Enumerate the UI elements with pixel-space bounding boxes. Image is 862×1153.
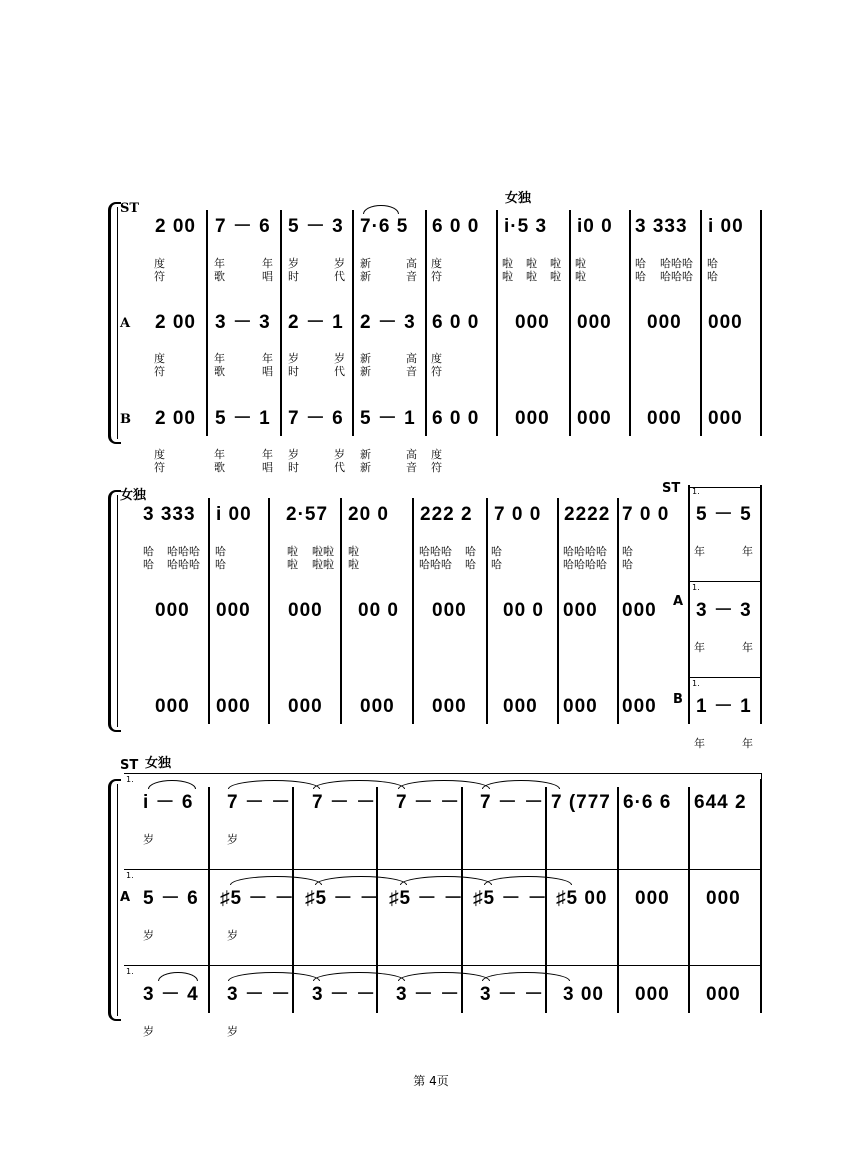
lyric: 岁 — [227, 833, 238, 846]
measure: 000 — [155, 696, 190, 717]
measure: 222 2 — [420, 504, 473, 525]
volta-measure: 5 － 5 — [696, 504, 752, 525]
measure: 000 — [577, 312, 612, 333]
part-label-a: A — [673, 594, 684, 609]
lyric: 度 — [154, 352, 165, 365]
lyric: 岁 — [227, 929, 238, 942]
measure: 6·6 6 — [623, 792, 672, 813]
barline — [629, 210, 631, 436]
system-brace — [108, 787, 111, 1013]
barline — [496, 210, 498, 436]
lyric: 歌 — [214, 270, 225, 283]
lyric: 哈 — [491, 558, 502, 571]
measure: 000 — [708, 312, 743, 333]
lyric: 歌 — [214, 365, 225, 378]
measure: ♯5 00 — [556, 888, 608, 909]
lyric: 高 — [406, 448, 417, 461]
lyric: 新 — [360, 257, 371, 270]
lyric: 哈 — [491, 545, 502, 558]
lyric: 哈 — [622, 545, 633, 558]
system-brace — [108, 210, 111, 436]
measure: 000 — [622, 600, 657, 621]
measure: 000 — [515, 408, 550, 429]
measure: 5 － 3 — [288, 216, 344, 237]
lyric: 啦 — [526, 257, 537, 270]
lyric: 符 — [431, 461, 442, 474]
system-brace — [108, 498, 111, 724]
measure: 6 0 0 — [432, 408, 480, 429]
measure: 2 00 — [155, 216, 196, 237]
lyric: 年 — [694, 737, 705, 750]
measure: ♯5 － － — [305, 888, 380, 909]
tie — [398, 780, 490, 789]
barline — [425, 210, 427, 436]
lyric: 啦 — [348, 545, 359, 558]
tie — [484, 876, 572, 885]
lyric: 年 — [694, 641, 705, 654]
system-start-line — [117, 207, 118, 439]
barline — [340, 498, 342, 724]
measure: ♯5 － － — [389, 888, 464, 909]
solo-label: 女独 — [505, 191, 532, 206]
part-label-a: A — [120, 890, 131, 905]
barline — [688, 485, 690, 724]
lyric: 唱 — [262, 270, 273, 283]
part-label-b: B — [120, 412, 131, 427]
measure: 7 － － — [227, 792, 292, 813]
lyric: 岁 — [334, 448, 345, 461]
measure: 000 — [708, 408, 743, 429]
measure: 000 — [515, 312, 550, 333]
lyric: 哈 — [143, 545, 154, 558]
lyric: 岁 — [334, 257, 345, 270]
lyric: 度 — [154, 257, 165, 270]
lyric: 啦 — [575, 257, 586, 270]
lyric: 年 — [214, 448, 225, 461]
volta-number: 1. — [692, 487, 700, 496]
lyric: 年 — [742, 737, 753, 750]
measure: 3 － － — [396, 984, 461, 1005]
lyric: 哈哈哈哈 — [563, 558, 607, 571]
measure: ♯5 － － — [473, 888, 548, 909]
slur — [363, 205, 399, 214]
lyric: 度 — [431, 257, 442, 270]
lyric: 年 — [262, 257, 273, 270]
lyric: 代 — [334, 270, 345, 283]
volta-divider — [124, 965, 762, 966]
volta-divider — [688, 677, 762, 678]
barline — [352, 210, 354, 436]
measure: 000 — [432, 696, 467, 717]
tie — [230, 876, 322, 885]
measure: 5 － 1 — [360, 408, 416, 429]
volta-number: 1. — [126, 775, 134, 784]
barline — [569, 210, 571, 436]
measure: 7 0 0 — [494, 504, 542, 525]
lyric: 啦 — [575, 270, 586, 283]
measure: i 00 — [708, 216, 744, 237]
lyric: 哈 — [707, 270, 718, 283]
tie — [400, 876, 492, 885]
measure: 5 － 6 — [143, 888, 199, 909]
measure: i － 6 — [143, 792, 194, 813]
lyric: 音 — [406, 270, 417, 283]
lyric: 唱 — [262, 365, 273, 378]
lyric: 年 — [742, 545, 753, 558]
measure: 3 － － — [480, 984, 545, 1005]
measure: 20 0 — [348, 504, 389, 525]
volta-divider — [688, 581, 762, 582]
lyric: 年 — [262, 448, 273, 461]
tie — [482, 780, 560, 789]
lyric: 哈 — [635, 257, 646, 270]
lyric: 时 — [288, 461, 299, 474]
measure: 7·6 5 — [360, 216, 409, 237]
barline — [206, 210, 208, 436]
lyric: 啦啦 — [312, 558, 334, 571]
barline — [700, 210, 702, 436]
measure: 6 0 0 — [432, 216, 480, 237]
lyric: 符 — [431, 365, 442, 378]
barline — [688, 787, 690, 1013]
lyric: 啦 — [550, 270, 561, 283]
lyric: 岁 — [143, 929, 154, 942]
barline — [486, 498, 488, 724]
measure: 000 — [563, 600, 598, 621]
volta-number: 1. — [692, 583, 700, 592]
lyric: 岁 — [227, 1025, 238, 1038]
measure: 2·57 — [286, 504, 329, 525]
lyric: 唱 — [262, 461, 273, 474]
lyric: 啦 — [348, 558, 359, 571]
lyric: 符 — [154, 461, 165, 474]
page-number: 第 4页 — [413, 1074, 449, 1088]
lyric: 歌 — [214, 461, 225, 474]
measure: 7 － － — [312, 792, 377, 813]
solo-label: 女独 — [120, 488, 147, 503]
measure: 000 — [635, 984, 670, 1005]
measure: 644 2 — [694, 792, 747, 813]
lyric: 年 — [214, 352, 225, 365]
measure: 5 － 1 — [215, 408, 271, 429]
measure: 3 00 — [563, 984, 604, 1005]
volta-number: 1. — [692, 679, 700, 688]
measure: 6 0 0 — [432, 312, 480, 333]
lyric: 符 — [154, 270, 165, 283]
lyric: 度 — [431, 352, 442, 365]
measure: 3 － － — [312, 984, 377, 1005]
measure: 00 0 — [358, 600, 399, 621]
lyric: 年 — [694, 545, 705, 558]
lyric: 啦 — [550, 257, 561, 270]
tie — [313, 780, 405, 789]
lyric: 新 — [360, 448, 371, 461]
lyric: 新 — [360, 461, 371, 474]
lyric: 度 — [431, 448, 442, 461]
lyric: 啦 — [526, 270, 537, 283]
lyric: 哈 — [215, 558, 226, 571]
lyric: 啦 — [502, 270, 513, 283]
lyric: 新 — [360, 365, 371, 378]
measure: 000 — [647, 312, 682, 333]
measure: 7 － 6 — [288, 408, 344, 429]
lyric: 哈哈哈 — [167, 558, 200, 571]
measure: 2 － 3 — [360, 312, 416, 333]
part-label-st: ST — [662, 481, 681, 496]
lyric: 哈 — [635, 270, 646, 283]
tie — [315, 876, 407, 885]
lyric: 岁 — [143, 1025, 154, 1038]
tie — [313, 972, 405, 981]
measure: 00 0 — [503, 600, 544, 621]
measure: 7 － 6 — [215, 216, 271, 237]
lyric: 音 — [406, 461, 417, 474]
tie — [398, 972, 490, 981]
lyric: 新 — [360, 352, 371, 365]
lyric: 度 — [154, 448, 165, 461]
lyric: 岁 — [334, 352, 345, 365]
volta-number: 1. — [126, 871, 134, 880]
measure: 3 － 4 — [143, 984, 199, 1005]
lyric: 时 — [288, 365, 299, 378]
lyric: 啦 — [287, 545, 298, 558]
lyric: 哈 — [465, 545, 476, 558]
measure: 000 — [360, 696, 395, 717]
barline — [760, 485, 762, 724]
measure: 000 — [635, 888, 670, 909]
part-label-st: ST — [120, 758, 139, 773]
measure: 000 — [563, 696, 598, 717]
measure: 000 — [288, 696, 323, 717]
lyric: 年 — [214, 257, 225, 270]
measure: 3 － 3 — [215, 312, 271, 333]
measure: 2 00 — [155, 408, 196, 429]
measure: 000 — [622, 696, 657, 717]
lyric: 音 — [406, 365, 417, 378]
lyric: 哈哈哈 — [419, 545, 452, 558]
volta-bracket — [690, 487, 762, 488]
lyric: 符 — [431, 270, 442, 283]
lyric: 符 — [154, 365, 165, 378]
lyric: 哈 — [465, 558, 476, 571]
part-label-a: A — [120, 316, 131, 331]
barline — [760, 779, 762, 1013]
measure: 000 — [577, 408, 612, 429]
measure: 7 － － — [480, 792, 545, 813]
lyric: 岁 — [288, 352, 299, 365]
lyric: 高 — [406, 352, 417, 365]
measure: 000 — [647, 408, 682, 429]
lyric: 哈哈哈 — [660, 257, 693, 270]
lyric: 啦 — [287, 558, 298, 571]
measure: 3 333 — [143, 504, 196, 525]
measure: 7 (777 — [551, 792, 611, 813]
lyric: 代 — [334, 461, 345, 474]
barline — [268, 498, 270, 724]
lyric: 哈 — [215, 545, 226, 558]
part-label-st: ST — [120, 201, 140, 216]
measure: 000 — [706, 984, 741, 1005]
barline — [760, 210, 762, 436]
volta-bracket — [124, 773, 762, 774]
lyric: 年 — [742, 641, 753, 654]
volta-divider — [124, 869, 762, 870]
lyric: 岁 — [288, 448, 299, 461]
measure: 000 — [706, 888, 741, 909]
tie — [228, 780, 320, 789]
lyric: 岁 — [143, 833, 154, 846]
system-start-line — [117, 784, 118, 1016]
lyric: 哈哈哈 — [419, 558, 452, 571]
barline — [280, 210, 282, 436]
measure: ♯5 － － — [220, 888, 295, 909]
measure: i 00 — [216, 504, 252, 525]
solo-label: 女独 — [145, 756, 172, 771]
measure: 000 — [216, 600, 251, 621]
measure: 7 0 0 — [622, 504, 670, 525]
lyric: 啦啦 — [312, 545, 334, 558]
lyric: 新 — [360, 270, 371, 283]
measure: 000 — [216, 696, 251, 717]
lyric: 年 — [262, 352, 273, 365]
barline — [617, 498, 619, 724]
tie — [228, 972, 320, 981]
lyric: 哈哈哈 — [167, 545, 200, 558]
barline — [208, 787, 210, 1013]
volta-measure: 1 － 1 — [696, 696, 752, 717]
lyric: 啦 — [502, 257, 513, 270]
measure: 2 00 — [155, 312, 196, 333]
measure: i·5 3 — [504, 216, 548, 237]
measure: 7 － － — [396, 792, 461, 813]
system-start-line — [117, 495, 118, 727]
lyric: 高 — [406, 257, 417, 270]
barline — [617, 787, 619, 1013]
measure: 3 － － — [227, 984, 292, 1005]
tie — [148, 780, 196, 789]
measure: 000 — [503, 696, 538, 717]
barline — [412, 498, 414, 724]
part-label-b: B — [673, 692, 683, 707]
measure: 000 — [155, 600, 190, 621]
barline — [208, 498, 210, 724]
measure: 000 — [288, 600, 323, 621]
volta-number: 1. — [126, 967, 134, 976]
lyric: 代 — [334, 365, 345, 378]
tie — [482, 972, 570, 981]
lyric: 哈 — [622, 558, 633, 571]
lyric: 岁 — [288, 257, 299, 270]
measure: i0 0 — [577, 216, 613, 237]
lyric: 哈哈哈 — [660, 270, 693, 283]
measure: 000 — [432, 600, 467, 621]
barline — [557, 498, 559, 724]
lyric: 哈 — [143, 558, 154, 571]
measure: 3 333 — [635, 216, 688, 237]
volta-measure: 3 － 3 — [696, 600, 752, 621]
measure: 2 － 1 — [288, 312, 344, 333]
lyric: 时 — [288, 270, 299, 283]
measure: 2222 — [564, 504, 611, 525]
lyric: 哈哈哈哈 — [563, 545, 607, 558]
lyric: 哈 — [707, 257, 718, 270]
tie — [158, 972, 198, 981]
